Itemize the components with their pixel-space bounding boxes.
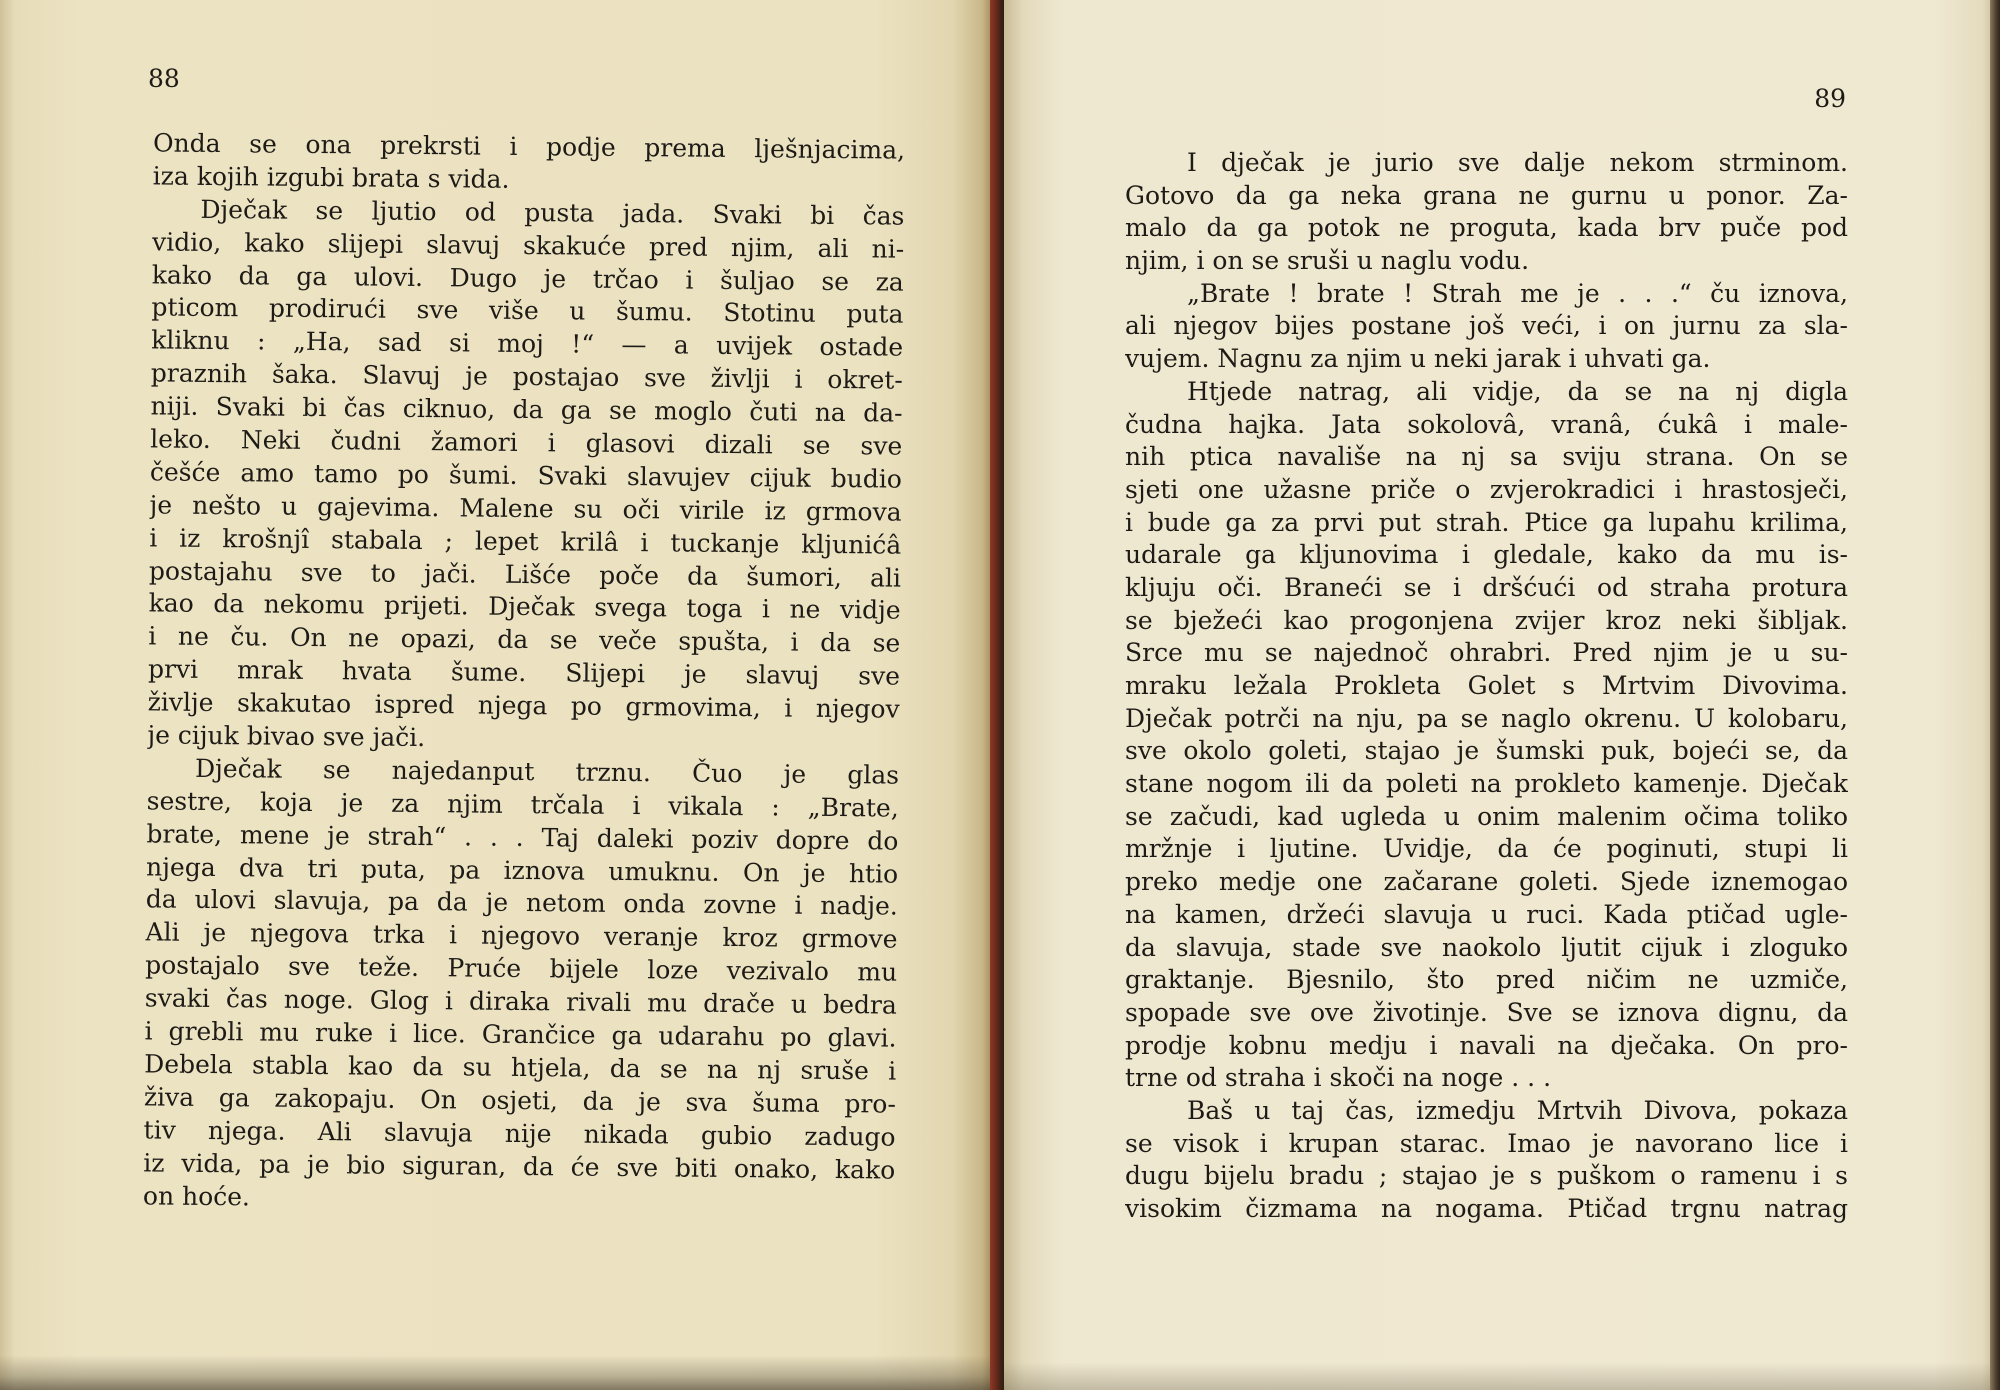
text-line: čudna hajka. Jata sokolovâ, vranâ, ćukâ i male-	[1125, 409, 1848, 439]
text-line: Baš u taj čas, izmedju Mrtvih Divova, pokaza	[1187, 1095, 1848, 1125]
paragraph	[147, 193, 904, 759]
text-line: Srce mu se najednoč ohrabri. Pred njim je u su-	[1125, 638, 1848, 668]
text-line: niji. Svaki bi čas ciknuo, da ga se moglo čuti na da-	[150, 391, 903, 428]
text-line: Dječak se ljutio od pusta jada. Svaki bi čas	[200, 194, 905, 231]
text-line: nih ptica navališe na nj sa sviju strana. On se	[1125, 442, 1848, 472]
text-line: leko. Neki čudni žamori i glasovi dizali se sve	[150, 424, 903, 461]
paragraph	[1125, 376, 1848, 1095]
page-text	[1125, 147, 1848, 1226]
text-line: on hoće.	[142, 1180, 251, 1211]
text-line: da slavuja, stade sve naokolo ljutit cijuk i zloguko	[1125, 932, 1848, 962]
text-line: tiv njega. Ali slavuja nije nikada gubio zadugo	[143, 1115, 896, 1152]
text-line: se začudi, kad ugleda u onim malenim očima toliko	[1125, 801, 1848, 831]
text-line: Onda se ona prekrsti i podje prema lješnjacima,	[152, 128, 906, 165]
text-line: je cijuk bivao sve jači.	[147, 720, 426, 753]
text-line: svaki čas noge. Glog i diraka rivali mu drače u bedra	[144, 983, 897, 1020]
text-line: mraku ležala Prokleta Golet s Mrtvim Divovima.	[1125, 671, 1848, 700]
text-line: malo da ga potok ne proguta, kada brv puče pod	[1125, 213, 1848, 243]
text-line: ali njegov bijes postane još veći, i on jurnu za sla-	[1125, 311, 1848, 341]
text-line: Ali je njegova trka i njegovo veranje kroz grmove	[145, 917, 898, 954]
page-number: 88	[148, 64, 180, 93]
text-line: brate, mene je strah“ . . . Taj daleki poziv dopre do	[146, 819, 899, 856]
text-line: se visok i krupan starac. Imao je navorano lice i	[1125, 1128, 1848, 1158]
text-line: iz vida, pa je bio siguran, da će sve biti onako, kako	[143, 1147, 896, 1185]
text-line: postajahu sve to jači. Lišće poče da šumori, ali	[148, 555, 902, 593]
page-text	[143, 127, 905, 1220]
text-line: i ne ču. On ne opazi, da se veče spušta, i da se	[148, 621, 901, 658]
text-line: vidio, kako slijepi slavuj skakuće pred njim, ali ni-	[151, 227, 905, 264]
text-line: kao da nekomu prijeti. Dječak svega toga i ne vidje	[148, 588, 901, 626]
paragraph	[153, 127, 906, 200]
paragraph	[1125, 1095, 1848, 1226]
text-line: I dječak je jurio sve dalje nekom strminom.	[1187, 148, 1848, 177]
text-line: se bježeći kao progonjena zvijer kroz neki šibljak.	[1125, 605, 1848, 635]
text-line: sestre, koja je za njim trčala i vikala : „Brate,	[146, 786, 899, 823]
paragraph	[143, 752, 899, 1220]
text-line: i iz krošnjî stabala ; lepet krilâ i tuckanje kljunićâ	[149, 523, 902, 560]
text-line: Gotovo da ga neka grana ne gurnu u ponor. Za-	[1125, 180, 1848, 210]
text-line: preko medje one začarane goleti. Sjede iznemogao	[1125, 867, 1848, 897]
paragraph	[1125, 278, 1848, 376]
text-line: je nešto u gajevima. Malene su oči virile iz grmova	[149, 490, 902, 527]
text-line: iza kojih izgubi brata s vida.	[152, 161, 510, 194]
text-line: graktanje. Bjesnilo, što pred ničim ne uzmiče,	[1125, 965, 1848, 995]
text-line: na kamen, držeći slavuja u ruci. Kada ptičad ugle-	[1125, 899, 1848, 929]
paragraph	[1125, 147, 1848, 278]
text-line: živa ga zakopaju. On osjeti, da je sva šuma pro-	[143, 1082, 897, 1119]
text-line: prvi mrak hvata šume. Slijepi je slavuj sve	[147, 654, 901, 691]
left-page	[0, 0, 992, 1390]
text-line: njim, i on se sruši u naglu vodu.	[1125, 246, 1530, 276]
text-line: stane nogom ili da poleti na prokleto kamenje. Dječak	[1125, 769, 1848, 799]
text-line: sjeti one užasne priče o zvjerokradici i hrastosječi,	[1125, 474, 1848, 504]
text-line: Dječak potrči na nju, pa se naglo okrenu. U kolobaru,	[1125, 703, 1848, 733]
text-line: sve okolo goleti, stajao je šumski puk, bojeći se, da	[1125, 736, 1848, 766]
text-line: praznih šaka. Slavuj je postajao sve življi i okret-	[150, 358, 903, 395]
text-line: trne od straha i skoči na noge . . .	[1125, 1063, 1552, 1093]
text-line: Dječak se najedanput trznu. Čuo je glas	[194, 753, 900, 790]
right-page	[1004, 0, 1992, 1390]
text-line: kliknu : „Ha, sad si moj !“ — a uvijek ostade	[151, 325, 904, 362]
page-edge	[1990, 0, 2000, 1390]
text-line: pticom prodirući sve više u šumu. Stotinu puta	[151, 292, 904, 330]
text-line: postajalo sve teže. Pruće bijele loze vezivalo mu	[145, 950, 898, 987]
page-number: 89	[1814, 84, 1846, 113]
text-line: prodje kobnu medju i navali na dječaka. On pro-	[1125, 1030, 1848, 1060]
text-line: i bude ga za prvi put strah. Ptice ga lupahu krilima,	[1125, 507, 1848, 537]
text-line: dugu bijelu bradu ; stajao je s puškom o ramenu i s	[1125, 1161, 1848, 1191]
text-line: i grebli mu ruke i lice. Grančice ga udarahu po glavi.	[144, 1016, 897, 1053]
text-line: življe skakutao ispred njega po grmovima, i njegov	[147, 687, 900, 724]
text-line: spopade sve ove životinje. Sve se iznova dignu, da	[1125, 997, 1848, 1027]
text-line: kako da ga ulovi. Dugo je trčao i šuljao se za	[151, 259, 904, 297]
text-line: češće amo tamo po šumi. Svaki slavujev cijuk budio	[149, 457, 903, 494]
text-line: mržnje i ljutine. Uvidje, da će poginuti, stupi li	[1125, 834, 1848, 864]
text-line: da ulovi slavuja, pa da je netom onda zovne i nadje.	[145, 884, 898, 922]
text-line: njega dva tri puta, pa iznova umuknu. On je htio	[145, 851, 899, 889]
text-line: Htjede natrag, ali vidje, da se na nj digla	[1187, 376, 1848, 406]
text-line: visokim čizmama na nogama. Ptičad trgnu natrag	[1125, 1194, 1848, 1223]
text-line: kljuju oči. Braneći se i dršćući od straha protura	[1125, 572, 1848, 602]
text-line: „Brate ! brate ! Strah me je . . .“ ču iznova,	[1187, 278, 1848, 308]
text-line: vujem. Nagnu za njim u neki jarak i uhvati ga.	[1125, 344, 1711, 374]
text-line: udarale ga kljunovima i gledale, kako da mu is-	[1125, 540, 1848, 570]
text-line: Debela stabla kao da su htjela, da se na nj sruše i	[144, 1049, 897, 1086]
